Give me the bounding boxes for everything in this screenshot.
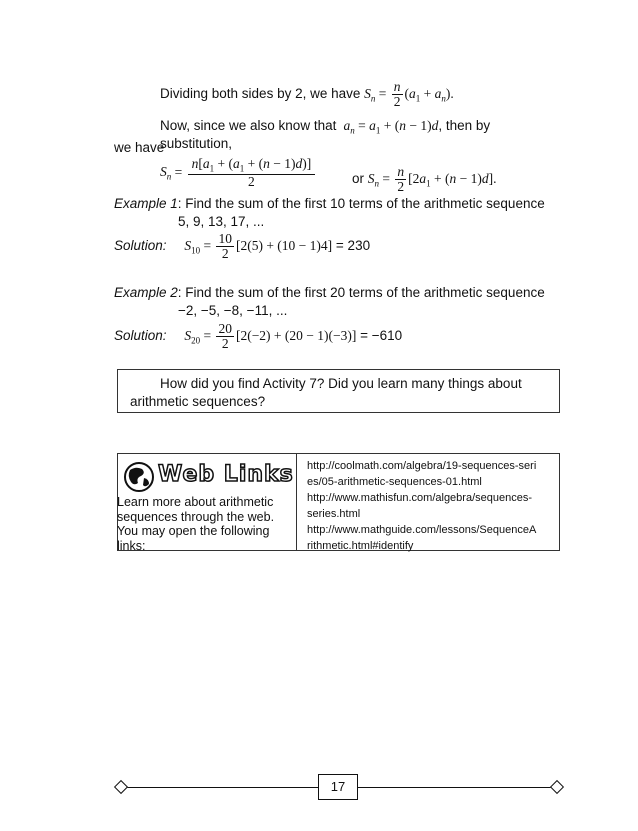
solution-2: Solution: $S_{20}$ = $\frac{20}{2}$ [2(−2) + (20 − 1)(−3)] = −610	[114, 321, 403, 352]
or-text: or	[352, 170, 365, 186]
link-coolmath[interactable]: http://coolmath.com/algebra/19-sequences-series/05-arithmetic-sequences-01.html	[307, 460, 537, 488]
web-links-divider	[296, 454, 297, 550]
link-mathguide[interactable]: http://www.mathguide.com/lessons/SequenceArithmetic.html#identify	[307, 524, 537, 552]
solution-1-result: = 230	[335, 237, 371, 253]
example-2-text: : Find the sum of the first 20 terms of the arithmetic sequence	[177, 285, 545, 300]
solution-1-label: Solution	[114, 237, 163, 253]
activity-question-2: arithmetic sequences?	[130, 394, 266, 409]
solution-2-label: Solution	[114, 327, 163, 343]
sn-formula-1: $S_n$ = $\frac{n}{2}$ $(a_1 + a_n)$.	[364, 79, 454, 110]
link-mathisfun[interactable]: http://www.mathisfun.com/algebra/sequences-series.html	[307, 492, 533, 520]
we-have: we have	[114, 140, 165, 155]
solution-1: Solution: $S_{10}$ = $\frac{10}{2}$ [2(5) + (10 − 1)4] = 230	[114, 231, 371, 262]
sn-formula-3: or $S_n$ = $\frac{n}{2}$ $[2a_1 + (n - 1)d]$.	[352, 164, 497, 195]
line-now	[160, 118, 560, 151]
footer-diamond-left	[114, 780, 128, 794]
now-text: Now, since we also know that	[160, 118, 337, 133]
sn-formula-2: $S_n$ = $\frac{n[a_1 + (a_1 + (n - 1)d)]}{2}$	[160, 157, 317, 189]
solution-2-result: = −610	[360, 327, 403, 343]
line-dividing	[160, 80, 454, 109]
example-1-sequence: 5, 9, 13, 17, ...	[178, 214, 265, 229]
activity-box	[117, 369, 560, 413]
web-links-title: Web Links	[158, 462, 294, 487]
page-number: 17	[318, 774, 358, 800]
example-1-text: : Find the sum of the first 10 terms of the arithmetic sequence	[177, 196, 545, 211]
dividing-text: Dividing both sides by 2, we have	[160, 85, 361, 101]
footer-line-left	[122, 787, 318, 788]
an-formula: $a_n = a_1 + (n - 1)d$	[343, 118, 439, 136]
footer-diamond-right	[550, 780, 564, 794]
web-links-list	[307, 458, 537, 554]
example-1	[114, 196, 545, 211]
web-links-description: Learn more about arithmetic sequences through the web. You may open the following links:	[117, 495, 275, 553]
example-2	[114, 285, 545, 300]
example-2-sequence: −2, −5, −8, −11, ...	[178, 303, 288, 318]
footer-line-right	[356, 787, 556, 788]
web-links-logo	[122, 460, 292, 494]
then-text: , then by substitution,	[160, 118, 491, 151]
example-1-label: Example 1	[114, 196, 178, 211]
activity-question-1: How did you find Activity 7? Did you learn many things about	[160, 376, 522, 391]
example-2-label: Example 2	[114, 285, 178, 300]
